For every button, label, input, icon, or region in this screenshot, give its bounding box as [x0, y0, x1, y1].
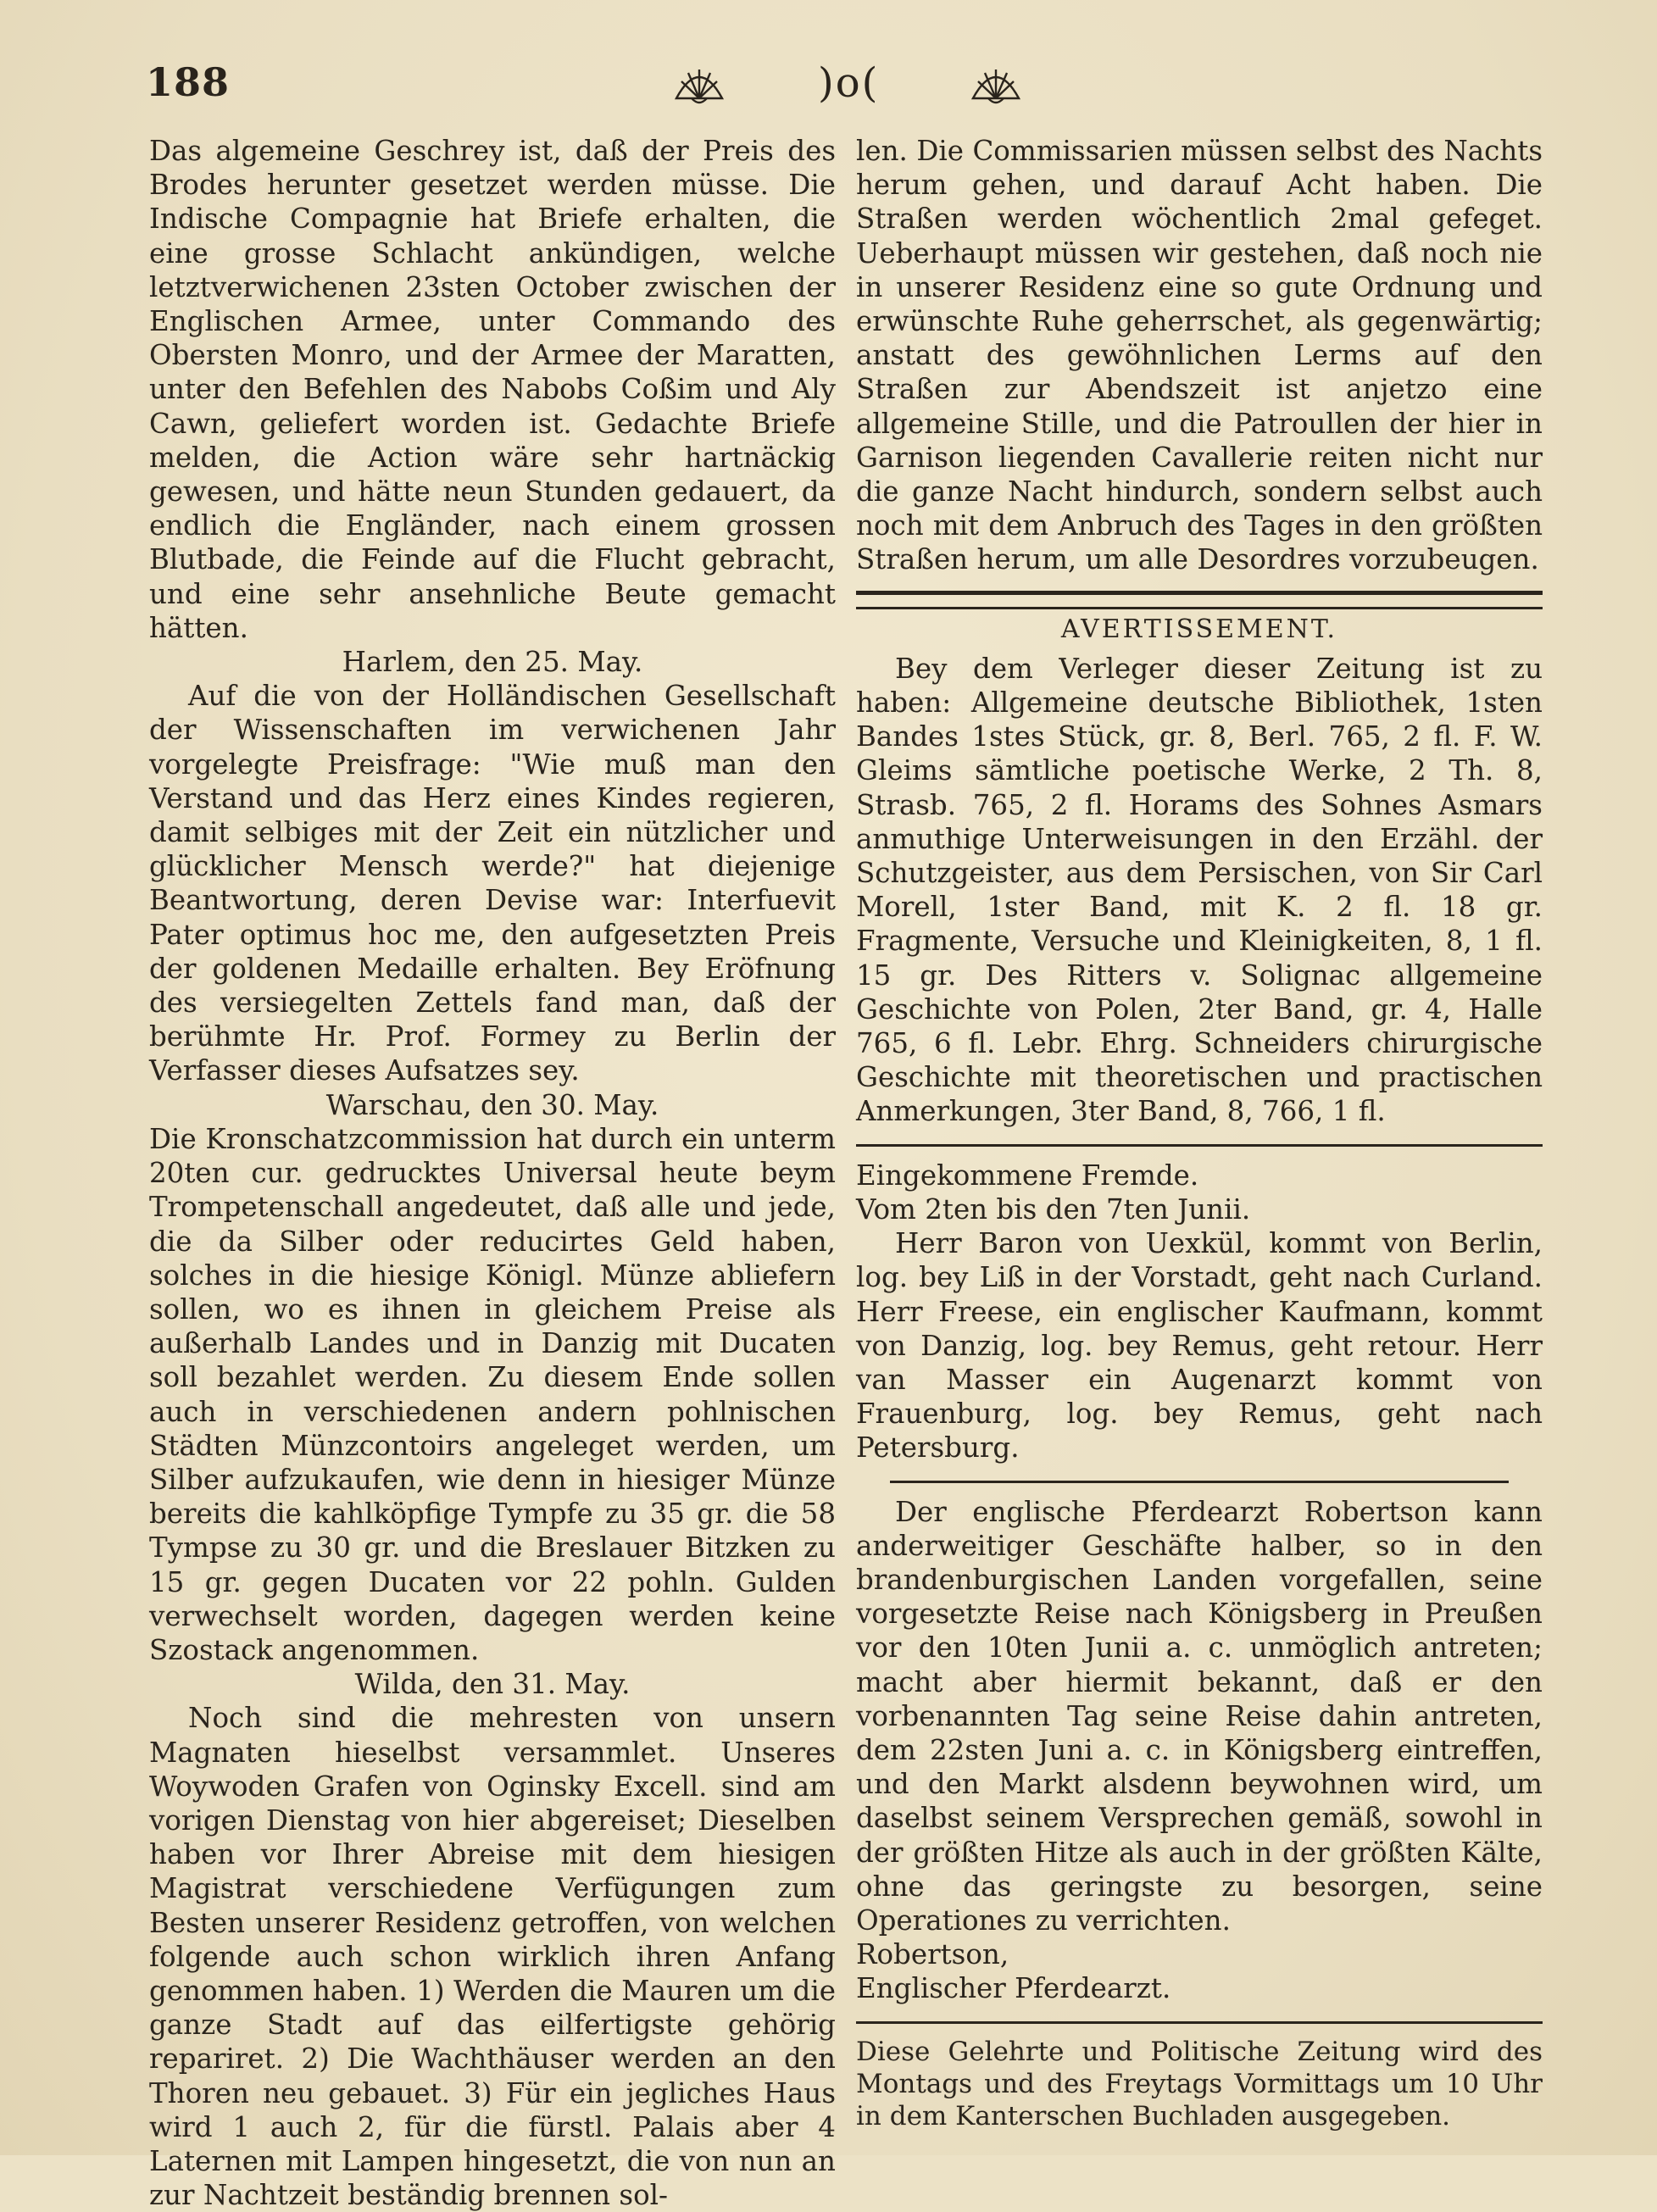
page-number: 188 [146, 59, 231, 105]
shell-ornament-icon [670, 61, 729, 107]
fremde-text: Herr Baron von Uexkül, kommt von Berlin, log. bey Liß in der Vorstadt, geht nach Curland. Herr Freese, ein englischer Kaufmann, kommt von Danzig, log. bey Remus, geht retour. Herr van Masser ein Augenarzt kommt von Frauenburg, log. bey Remus, geht nach Petersburg. [856, 1227, 1543, 1464]
double-rule-divider [856, 591, 1543, 609]
dateline-harlem: Harlem, den 25. May. [342, 646, 643, 679]
rule-divider [856, 1144, 1543, 1147]
avertissement-text: Bey dem Verleger dieser Zeitung ist zu haben: Allgemeine deutsche Bibliothek, 1sten Bandes 1stes Stück, gr. 8, Berl. 765, 2 fl. F. W. Gleims sämtliche poetische Werke, 2 Th. 8, Strasb. 765, 2 fl. Horams des Sohnes Asmars anmuthige Unterweisungen in den Erzähl. der Schutzgeister, aus dem Persischen, von Sir Carl Morell, 1ster Band, mit K. 2 fl. 18 gr. Fragmente, Versuche und Kleinigkeiten, 8, 1 fl. 15 gr. Des Ritters v. Solignac allgemeine Geschichte von Polen, 2ter Band, gr. 4, Halle 765, 6 fl. Lebr. Ehrg. Schneiders chirurgische Geschichte mit theoretischen und practischen Anmerkungen, 3ter Band, 8, 766, 1 fl. [856, 652, 1543, 1128]
right-column [856, 134, 1543, 2132]
dateline-warschau: Warschau, den 30. May. [325, 1088, 659, 1121]
left-column [149, 134, 836, 2212]
signature-title: Englischer Pferdearzt. [856, 1972, 1171, 2005]
article-paragraph: Auf die von der Holländischen Gesellschaft der Wissenschaften im verwichenen Jahr vorgelegte Preisfrage: "Wie muß man den Verstand und das Herz eines Kindes regieren, damit selbiges mit der Zeit ein nützlicher und glücklicher Mensch werde?" hat diejenige Beantwortung, deren Devise war: Interfuevit Pater optimus hoc me, den aufgesetzten Preis der goldenen Medaille erhalten. Bey Eröfnung des versiegelten Zettels fand man, daß der berühmte Hr. Prof. Formey zu Berlin der Verfasser dieses Aufsatzes sey. [149, 680, 836, 1087]
signature-name: Robertson, [856, 1938, 1009, 1971]
publication-footer: Diese Gelehrte und Politische Zeitung wird des Montags und des Freytags Vormittags um 10 Uhr in dem Kanterschen Buchladen ausgegeben. [856, 2036, 1543, 2131]
rule-divider [890, 1481, 1509, 1483]
notice-text: Der englische Pferdearzt Robertson kann anderweitiger Geschäfte halber, so in den brandenburgischen Landen vorgefallen, seine vorgesetzte Reise nach Königsberg in Preußen vor den 10ten Junii a. c. unmöglich antreten; macht aber hiermit bekannt, daß er den vorbenannten Tag seine Reise dahin antreten, dem 22sten Juni a. c. in Königsberg eintreffen, und den Markt alsdenn beywohnen wird, um daselbst seinem Versprechen gemäß, sowohl in der größten Hitze als auch in der größten Kälte, ohne das geringste zu besorgen, seine Operationes zu verrichten. [856, 1495, 1543, 1937]
dateline-wilda: Wilda, den 31. May. [354, 1668, 631, 1701]
article-paragraph: Das algemeine Geschrey ist, daß der Preis des Brodes herunter gesetzet werden müsse. Die Indische Compagnie hat Briefe erhalten, die eine grosse Schlacht ankündigen, welche letztverwichenen 23sten October zwischen der Englischen Armee, unter Commando des Obersten Monro, und der Armee der Maratten, unter den Befehlen des Nabobs Coßim und Aly Cawn, geliefert worden ist. Gedachte Briefe melden, die Action wäre sehr hartnäckig gewesen, und hätte neun Stunden gedauert, da endlich die Engländer, nach einem grossen Blutbade, die Feinde auf die Flucht gebracht, und eine sehr ansehnliche Beute gemacht hätten. [149, 135, 836, 644]
fremde-heading: Eingekommene Fremde. [856, 1159, 1199, 1192]
avertissement-heading: AVERTISSEMENT. [1060, 614, 1338, 644]
fremde-subheading: Vom 2ten bis den 7ten Junii. [856, 1192, 1251, 1225]
article-paragraph: Die Kronschatzcommission hat durch ein unterm 20ten cur. gedrucktes Universal heute beym Trompetenschall angedeutet, daß alle und jede, die da Silber oder reducirtes Geld haben, solches in die hiesige Königl. Münze abliefern sollen, wo es ihnen in gleichem Preise als außerhalb Landes und in Danzig mit Ducaten soll bezahlet werden. Zu diesem Ende sollen auch in verschiedenen andern pohlnischen Städten Münzcontoirs angeleget werden, um Silber aufzukaufen, wie denn in hiesiger Münze bereits die kahlköpfige Tympfe zu 35 gr. die 58 Tympse zu 30 gr. und die Breslauer Bitzken zu 15 gr. gegen Ducaten vor 22 pohln. Gulden verwechselt worden, dagegen werden keine Szostack angenommen. [149, 1122, 836, 1666]
shell-ornament-icon [966, 61, 1026, 107]
article-paragraph: Noch sind die mehresten von unsern Magnaten hieselbst versammlet. Unseres Woywoden Grafen von Oginsky Excell. sind am vorigen Dienstag von hier abgereiset; Dieselben haben vor Ihrer Abreise mit dem hiesigen Magistrat verschiedene Verfügungen zum Besten unserer Residenz getroffen, von welchen folgende auch schon wirklich ihren Anfang genommen haben. 1) Werden die Mauren um die ganze Stadt auf das eilfertigste gehörig repariret. 2) Die Wachthäuser werden an den Thoren neu gebauet. 3) Für ein jegliches Haus wird 1 auch 2, für die fürstl. Palais aber 4 Laternen mit Lampen hingesetzt, die von nun an zur Nachtzeit beständig brennen sol- [149, 1702, 836, 2212]
article-continuation: len. Die Commissarien müssen selbst des Nachts herum gehen, und darauf Acht haben. Die Straßen werden wöchentlich 2mal gefeget. Ueberhaupt müssen wir gestehen, daß noch nie in unserer Residenz eine so gute Ordnung und erwünschte Ruhe geherrschet, als gegenwärtig; anstatt des gewöhnlichen Lerms auf den Straßen zur Abendszeit ist anjetzo eine allgemeine Stille, und die Patroullen der hier in Garnison liegenden Cavallerie reiten nicht nur die ganze Nacht hindurch, sondern selbst auch noch mit dem Anbruch des Tages in den größten Straßen herum, um alle Desordres vorzubeugen. [856, 135, 1543, 576]
center-ornament: )o( [818, 59, 880, 107]
rule-divider [856, 2021, 1543, 2024]
